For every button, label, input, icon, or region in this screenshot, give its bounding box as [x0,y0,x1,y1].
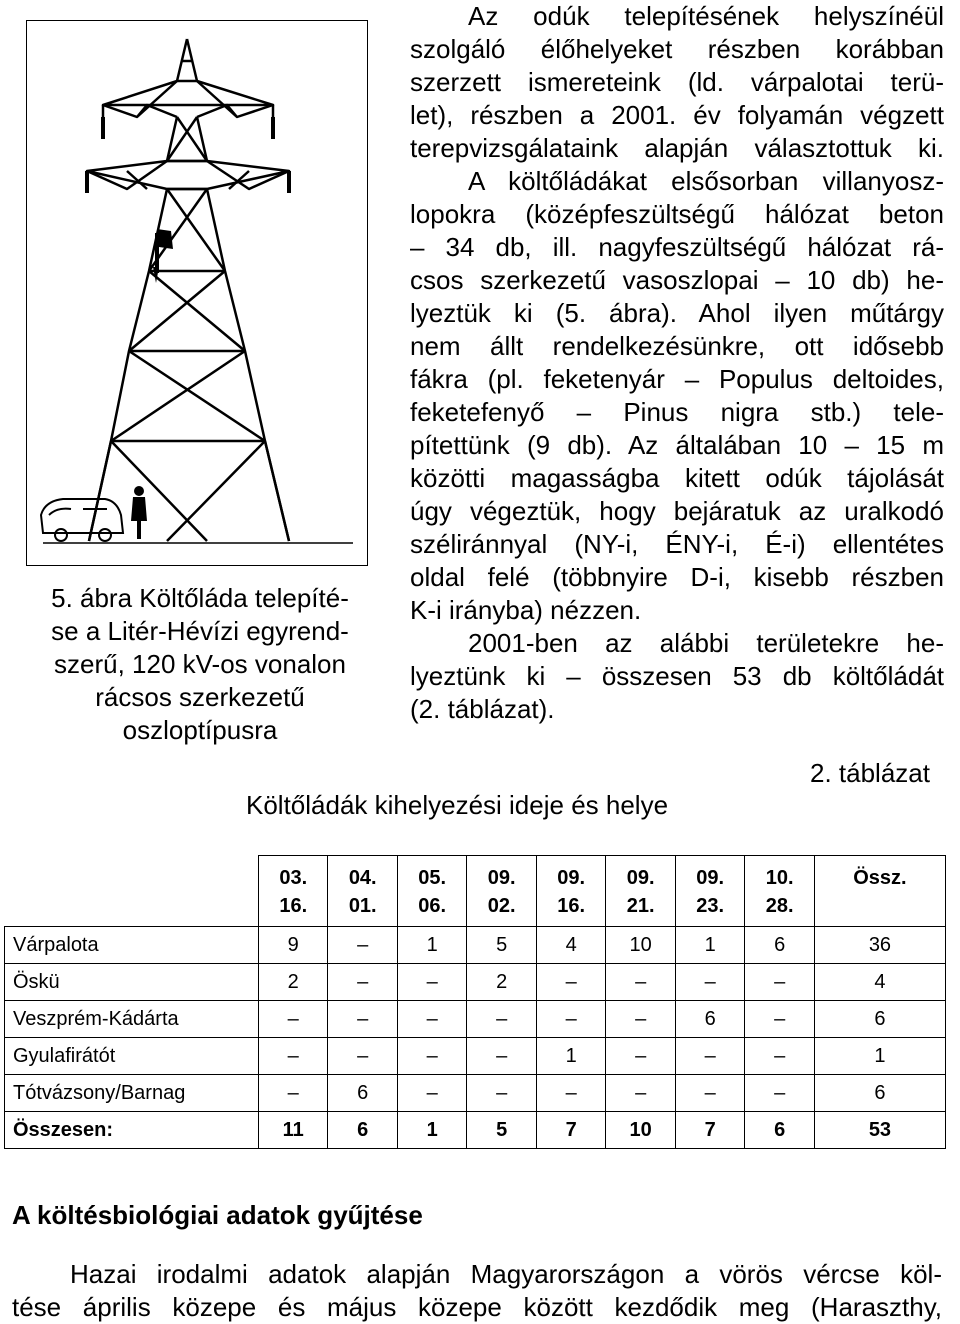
table-cell-value: – [745,1038,814,1075]
header-day: 10. [765,867,794,889]
table-cell-value: 4 [536,927,605,964]
header-day: 09. [557,867,586,889]
table-header-date [467,856,536,927]
header-day: 03. [279,867,308,889]
table-cell-value: – [606,1038,675,1075]
header-day: 09. [626,867,655,889]
table-cell-value: – [606,1075,675,1112]
text-line: 2001-ben az alábbi területekre he- [468,628,944,658]
table-cell-place: Öskü [5,964,259,1001]
figure-caption [20,582,380,747]
text-line: terepvizsgálataink alapján választottuk ki. [410,133,944,163]
table-cell-value: – [397,1075,466,1112]
table-cell-value: 1 [397,927,466,964]
table-header-empty [5,856,259,927]
table-cell-value: – [675,1038,744,1075]
table-cell-value: 2 [467,964,536,1001]
table-cell-value: 6 [814,1075,945,1112]
text-line: nem állt rendelkezésünkre, ott idősebb [410,331,944,361]
text-line: K-i irányba) nézzen. [410,595,642,625]
table-cell-place: Gyulafirátót [5,1038,259,1075]
text-line: – 34 db, ill. nagyfeszültségű hálózat rá- [410,232,944,262]
section-heading: A költésbiológiai adatok gyűjtése [12,1200,423,1230]
table-cell-value: 1 [814,1038,945,1075]
text-line: oldal felé (többnyire D-i, kisebb részben [410,562,944,592]
text-line: csos szerkezetű vasoszlopai – 10 db) he- [410,265,944,295]
table-cell-value: – [397,964,466,1001]
table-row [5,1075,946,1112]
text-line: fákra (pl. feketenyár – Populus deltoides, [410,364,944,394]
text-line: közötti magasságba kitett odúk tájolását [410,463,944,493]
table-cell-value: – [467,1075,536,1112]
table-cell-value: 1 [397,1112,466,1149]
table-cell-value: – [745,964,814,1001]
table-cell-value: – [606,1001,675,1038]
table-cell-value: – [259,1038,328,1075]
table-body [5,927,946,1149]
table-cell-place: Várpalota [5,927,259,964]
text-line: szerzett ismereteink (ld. várpalotai terü- [410,67,944,97]
header-month: 06. [418,895,447,917]
table-cell-value: 7 [536,1112,605,1149]
table-cell-value: – [467,1038,536,1075]
header-day: 04. [348,867,377,889]
table-cell-value: – [536,1075,605,1112]
table-row [5,1001,946,1038]
table-cell-value: 36 [814,927,945,964]
table-cell-value: – [328,964,397,1001]
caption-line: szerű, 120 kV-os vonalon [54,649,346,679]
table-cell-value: – [328,927,397,964]
caption-line: rácsos szerkezetű [95,682,305,712]
header-month: 02. [487,895,516,917]
table-cell-value: – [745,1075,814,1112]
header-day: 09. [487,867,516,889]
table-cell-value: 6 [745,1112,814,1149]
table-header-date [675,856,744,927]
text-line: feketefenyő – Pinus nigra stb.) tele- [410,397,944,427]
text-line: szolgáló élőhelyeket részben korábban [410,34,944,64]
text-line: let), részben a 2001. év folyamán végzett [410,100,944,130]
table-cell-value: 11 [259,1112,328,1149]
table-cell-value: – [259,1001,328,1038]
text-line: lopokra (középfeszültségű hálózat beton [410,199,944,229]
table-cell-value: 2 [259,964,328,1001]
table-cell-value: 10 [606,1112,675,1149]
table-cell-value: 6 [814,1001,945,1038]
text-line: tése április közepe és május közepe között kezdődik meg (Haraszthy, [12,1292,942,1322]
transmission-tower-illustration [27,21,369,567]
placement-table [4,855,946,1149]
table-cell-value: – [745,1001,814,1038]
table-cell-value: 6 [745,927,814,964]
table-cell-place: Veszprém-Kádárta [5,1001,259,1038]
table-cell-value: 7 [675,1112,744,1149]
table-number: 2. táblázat [810,758,930,788]
table-cell-value: 1 [536,1038,605,1075]
table-cell-value: 9 [259,927,328,964]
header-month: 23. [696,895,725,917]
text-line: széliránnyal (NY-i, ÉNY-i, É-i) ellentétes [410,529,944,559]
table-header-date [606,856,675,927]
table-cell-place: Összesen: [5,1112,259,1149]
figure-frame [26,20,368,566]
table-cell-value: 6 [328,1112,397,1149]
table-row [5,927,946,964]
table-cell-value: – [397,1001,466,1038]
table-cell-value: – [259,1075,328,1112]
text-line: pítettünk (9 db). Az általában 10 – 15 m [410,430,944,460]
table-header-date [536,856,605,927]
table-header-date [259,856,328,927]
header-month: 16. [279,895,308,917]
text-line: (2. táblázat). [410,694,555,724]
table-cell-place: Tótvázsony/Barnag [5,1075,259,1112]
table-row [5,1038,946,1075]
header-month: 01. [348,895,377,917]
table-cell-value: – [467,1001,536,1038]
table-cell-value: – [397,1038,466,1075]
header-month: 16. [557,895,586,917]
table-cell-value: 10 [606,927,675,964]
table-cell-value: – [536,1001,605,1038]
text-line: lyeztük ki (5. ábra). Ahol ilyen műtárgy [410,298,944,328]
body-paragraph-right [410,0,944,726]
header-day: 05. [418,867,447,889]
table-cell-value: – [328,1038,397,1075]
caption-line: 5. ábra Költőláda telepíté- [51,583,349,613]
text-line: A költőládákat elsősorban villanyosz- [468,166,944,196]
caption-line: se a Litér-Hévízi egyrend- [51,616,349,646]
table-cell-value: 5 [467,927,536,964]
text-line: lyeztünk ki – összesen 53 db költőládát [410,661,944,691]
table-row [5,964,946,1001]
header-month: 21. [626,895,655,917]
table-header-date [328,856,397,927]
table-cell-value: 53 [814,1112,945,1149]
table-header-date [745,856,814,927]
text-line: Az odúk telepítésének helyszínéül [468,1,944,31]
header-month: 28. [765,895,794,917]
table-cell-value: – [328,1001,397,1038]
table-header-row [5,856,946,927]
caption-line: oszloptípusra [122,715,278,745]
table-total-row [5,1112,946,1149]
table-cell-value: 1 [675,927,744,964]
text-line: úgy végeztük, hogy bejáratuk az uralkodó [410,496,944,526]
table-header-total: Össz. [814,856,945,927]
table-cell-value: 6 [675,1001,744,1038]
table-cell-value: – [675,1075,744,1112]
text-line: Hazai irodalmi adatok alapján Magyarországon a vörös vércse köl- [70,1259,942,1289]
header-day: 09. [696,867,725,889]
body-paragraph-bottom [12,1258,942,1324]
table-cell-value: 4 [814,964,945,1001]
table-header-date [397,856,466,927]
table-cell-value: 6 [328,1075,397,1112]
table-cell-value: – [606,964,675,1001]
table-cell-value: – [536,964,605,1001]
table-cell-value: 5 [467,1112,536,1149]
table-cell-value: – [675,964,744,1001]
table-title: Költőládák kihelyezési ideje és helye [246,790,669,820]
